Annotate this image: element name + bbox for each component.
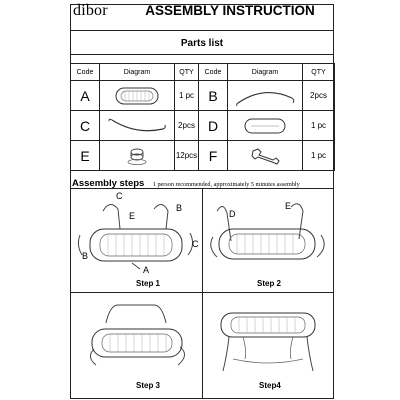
part-code: D — [199, 111, 228, 141]
step-3-illustration — [70, 293, 201, 395]
callout-label: E — [285, 201, 292, 211]
parts-table — [70, 63, 335, 171]
wrench-icon — [247, 145, 283, 167]
step-label: Step4 — [259, 381, 281, 390]
assembly-note: 1 person recommended, approximately 5 minutes assembly — [152, 181, 300, 188]
assembly-steps-label: Assembly steps — [72, 178, 145, 189]
step-2-illustration — [203, 189, 334, 291]
step-label: Step 3 — [136, 381, 161, 390]
parts-list-title: Parts list — [180, 38, 224, 49]
table-row — [71, 141, 335, 171]
step-4-panel — [203, 293, 334, 395]
column-header: Code — [199, 64, 228, 81]
callout-label: C — [192, 239, 199, 249]
part-code: E — [71, 141, 100, 171]
step-2-panel — [203, 189, 334, 291]
callout-label: E — [129, 211, 136, 221]
part-code: C — [71, 111, 100, 141]
part-qty: 12pcs — [175, 141, 199, 171]
instruction-sheet — [70, 0, 335, 400]
column-header: Diagram — [228, 64, 303, 81]
column-header: QTY — [175, 64, 199, 81]
leg-arch-icon — [106, 115, 168, 137]
callout-label: A — [143, 265, 150, 275]
part-qty: 1 pc — [175, 81, 199, 111]
callout-label: B — [82, 251, 89, 261]
part-qty: 1 pc — [303, 111, 335, 141]
curved-rail-icon — [234, 85, 296, 107]
callout-label: B — [176, 203, 183, 213]
parts-table-header — [71, 64, 335, 81]
part-qty: 1 pc — [303, 141, 335, 171]
divider — [70, 54, 334, 55]
column-header: Diagram — [100, 64, 175, 81]
table-row — [71, 111, 335, 141]
part-code: F — [199, 141, 228, 171]
part-code: A — [71, 81, 100, 111]
step-label: Step 2 — [257, 279, 282, 288]
brand-logo: dibor — [73, 2, 108, 19]
part-diagram — [228, 81, 303, 111]
part-code: B — [199, 81, 228, 111]
part-diagram — [100, 81, 175, 111]
document-title: ASSEMBLY INSTRUCTION — [145, 3, 315, 18]
step-4-illustration — [203, 293, 334, 395]
step-label: Step 1 — [136, 279, 161, 288]
step-1-panel — [70, 189, 201, 291]
part-qty: 2pcs — [303, 81, 335, 111]
callout-label: C — [116, 191, 123, 201]
table-row — [71, 81, 335, 111]
bolt-icon — [122, 145, 152, 167]
part-diagram — [100, 141, 175, 171]
part-diagram — [228, 141, 303, 171]
table-top-icon — [113, 85, 161, 107]
part-qty: 2pcs — [175, 111, 199, 141]
callout-label: D — [229, 209, 236, 219]
column-header: QTY — [303, 64, 335, 81]
part-diagram — [100, 111, 175, 141]
divider — [70, 30, 334, 31]
step-3-panel — [70, 293, 201, 395]
part-diagram — [228, 111, 303, 141]
frame-ring-icon — [241, 115, 289, 137]
column-header: Code — [71, 64, 100, 81]
